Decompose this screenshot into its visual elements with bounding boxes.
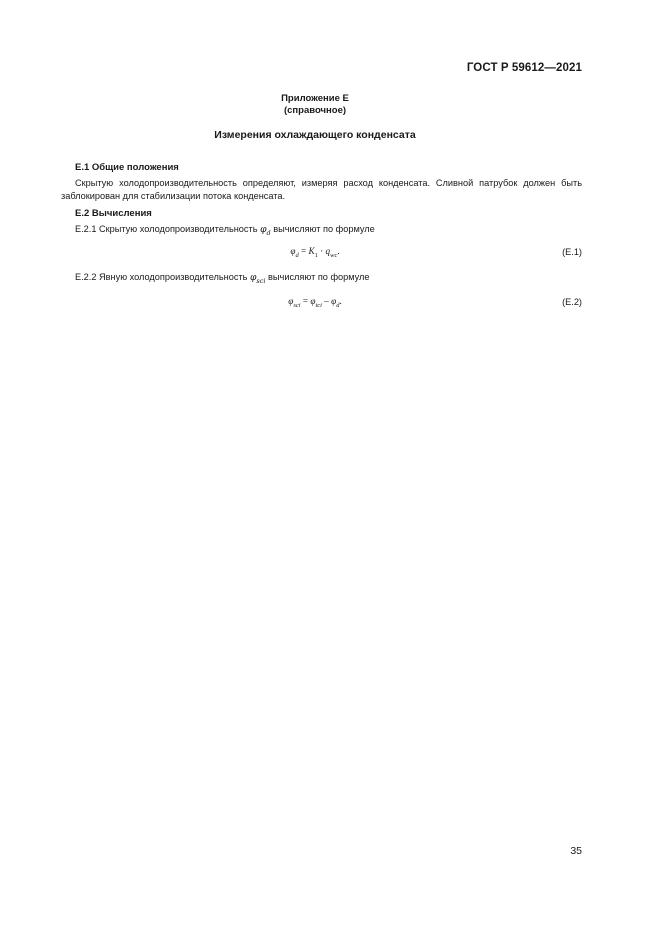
e22-line: [75, 271, 370, 287]
e21-symbol: $\varphi_d$: [260, 224, 271, 237]
equation-number-e2: (Е.2): [562, 297, 582, 307]
section-e1-paragraph: [61, 177, 582, 202]
e22-text-after: вычисляют по формуле: [268, 272, 370, 282]
equation-number-e1: (Е.1): [562, 247, 582, 257]
page-number: 35: [570, 845, 582, 857]
appendix-title: Приложение Е: [281, 93, 349, 104]
e22-text-before: Е.2.2 Явную холодопроизводительность: [75, 272, 248, 282]
e22-symbol: $\varphi_{sci}$: [249, 272, 266, 285]
appendix-heading: Измерения охлаждающего конденсата: [214, 129, 416, 141]
e21-text-before: Е.2.1 Скрытую холодопроизводительность: [75, 224, 258, 234]
section-e2-heading: Е.2 Вычисления: [75, 208, 152, 219]
e21-line: [75, 223, 375, 239]
appendix-subtitle: (справочное): [283, 105, 347, 116]
e21-text-after: вычисляют по формуле: [273, 224, 375, 234]
section-e1-heading: Е.1 Общие положения: [75, 162, 179, 173]
appendix-title-block: [0, 93, 630, 117]
standard-number: ГОСТ Р 59612—2021: [466, 62, 582, 74]
section-e1-text: Скрытую холодопроизводительность определяют, измеряя расход конденсата. Сливной патрубок должен быть заблокирован для стабилизации потока конденсата.: [61, 178, 582, 201]
formula-e2: $\varphi_{sci} = \varphi_{tci} - \varphi_d$.: [288, 296, 342, 309]
formula-e1: $\varphi_d = K_1 \cdot q_{wc}$.: [290, 246, 340, 259]
